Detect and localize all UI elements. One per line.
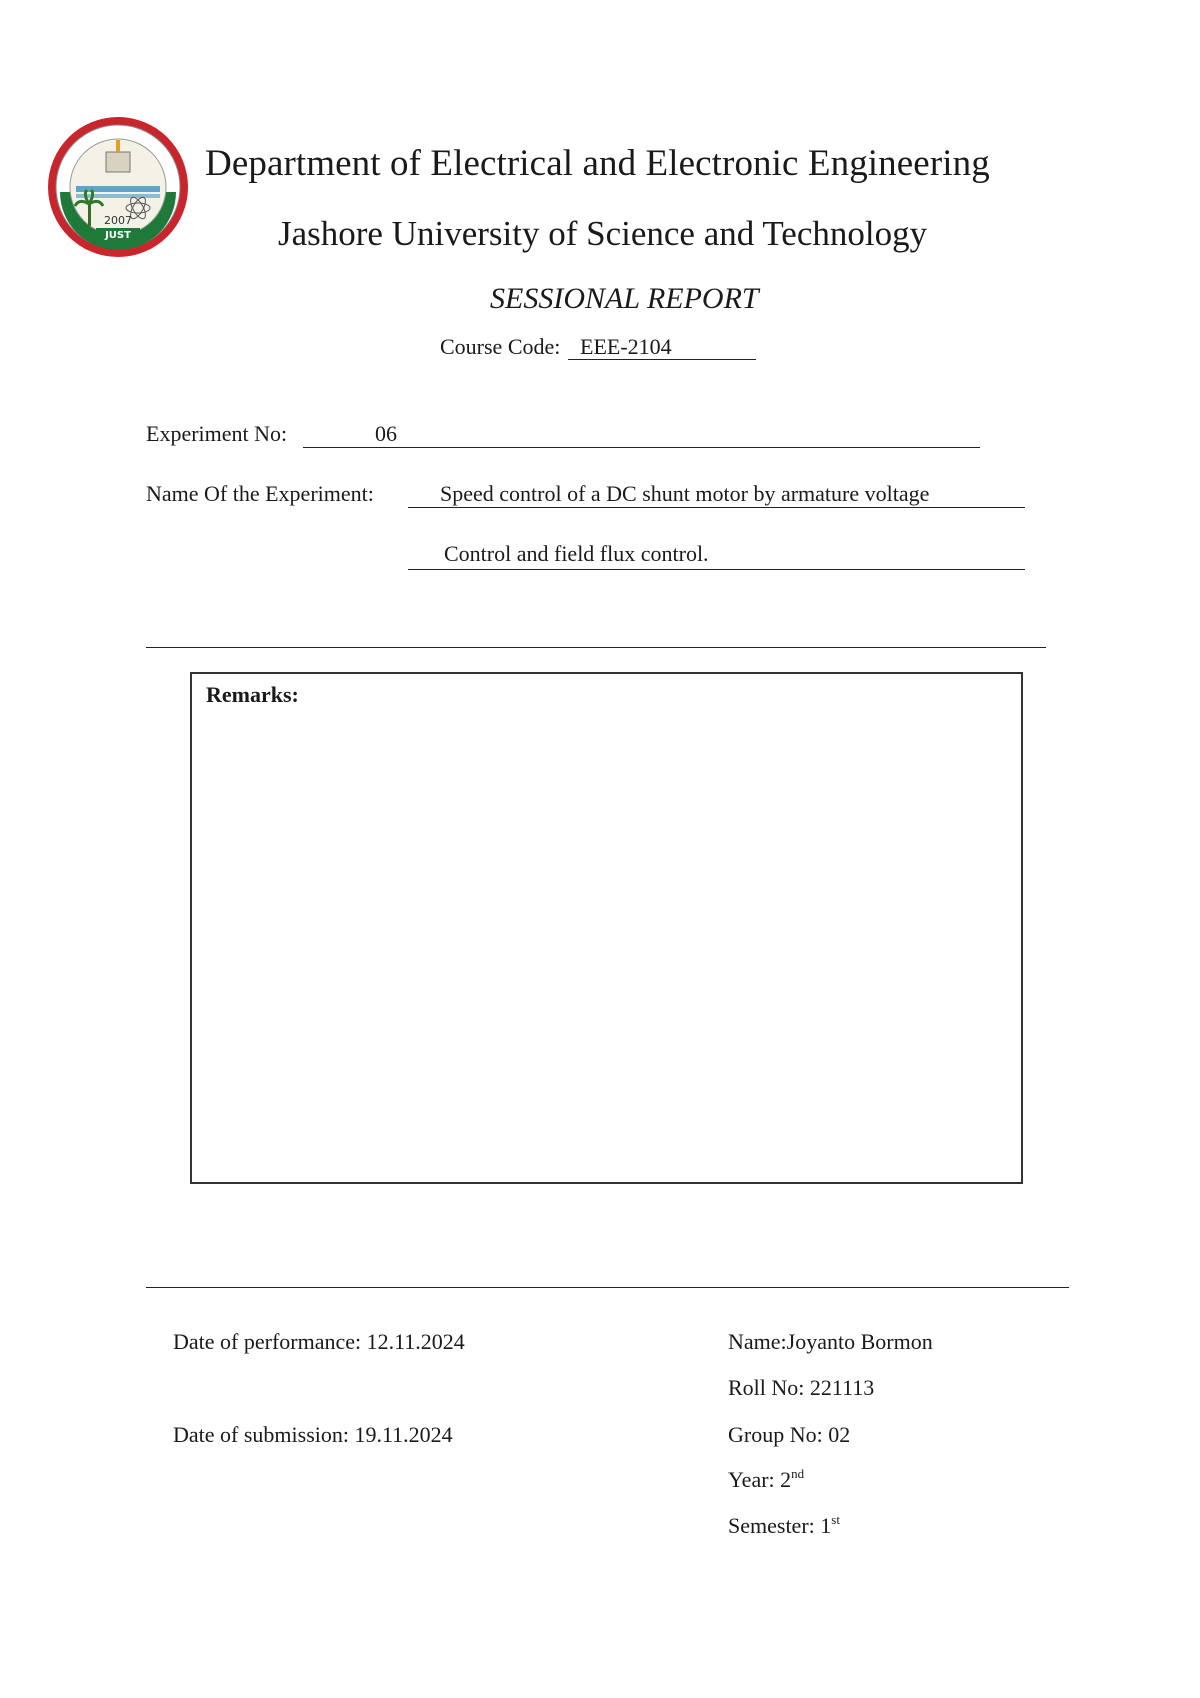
roll-number: Roll No: 221113 xyxy=(728,1375,875,1400)
year-suffix: nd xyxy=(791,1466,805,1481)
course-code-label: Course Code: xyxy=(440,334,561,359)
date-of-performance: Date of performance: 12.11.2024 xyxy=(173,1329,465,1354)
student-name: Name:Joyanto Bormon xyxy=(728,1329,933,1354)
bottom-divider xyxy=(146,1287,1069,1288)
course-code-value: EEE-2104 xyxy=(568,334,756,360)
semester-suffix: st xyxy=(831,1512,840,1527)
semester xyxy=(728,1513,840,1539)
experiment-name-line-1: Speed control of a DC shunt motor by armature voltage xyxy=(408,481,1025,508)
year-label: Year: 2 xyxy=(728,1467,792,1492)
remarks-label: Remarks: xyxy=(206,682,299,707)
experiment-name-line-2: Control and field flux control. xyxy=(408,541,1025,570)
report-type-title: SESSIONAL REPORT xyxy=(490,282,759,315)
experiment-no-value: 06 xyxy=(303,421,980,448)
university-title: Jashore University of Science and Technology xyxy=(278,214,928,253)
top-divider xyxy=(146,647,1046,648)
university-seal-logo xyxy=(46,112,190,262)
department-title: Department of Electrical and Electronic Engineering xyxy=(205,143,990,184)
semester-label: Semester: 1 xyxy=(728,1513,832,1538)
year xyxy=(728,1467,804,1493)
experiment-no-label: Experiment No: xyxy=(146,421,288,446)
group-number: Group No: 02 xyxy=(728,1422,851,1447)
logo-year: 2007 xyxy=(104,214,132,227)
remarks-box xyxy=(190,672,1023,1184)
experiment-name-label: Name Of the Experiment: xyxy=(146,481,374,506)
logo-abbreviation: JUST xyxy=(105,230,131,241)
date-of-submission: Date of submission: 19.11.2024 xyxy=(173,1422,453,1447)
